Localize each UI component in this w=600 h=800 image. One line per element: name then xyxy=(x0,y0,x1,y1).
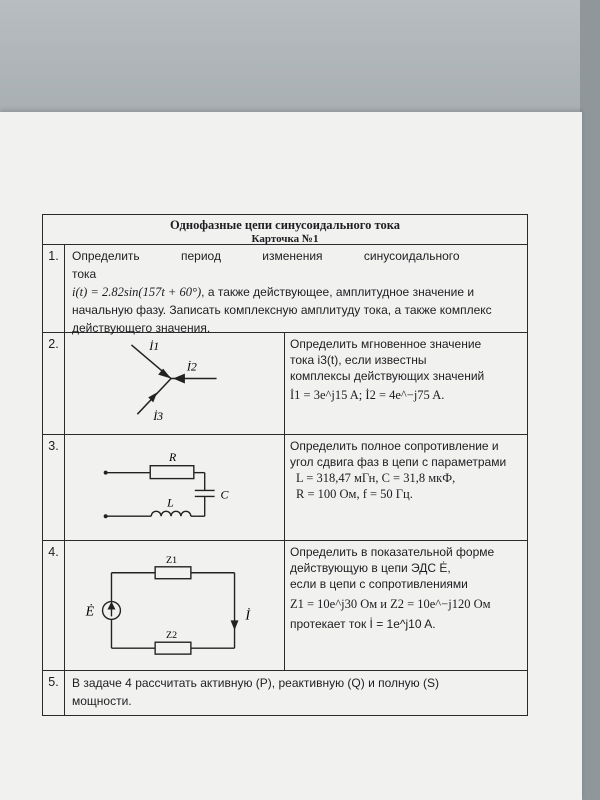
task-line: действующую в цепи ЭДС Ė, xyxy=(290,561,451,575)
task-text xyxy=(290,544,522,632)
emf-circuit-diagram xyxy=(65,541,284,670)
task-text xyxy=(290,336,522,403)
impedance-z1-icon xyxy=(155,567,191,579)
impedance-z2-icon xyxy=(155,642,191,654)
card-header xyxy=(43,215,527,245)
task-given-values: İ1 = 3e^j15 A; İ2 = 4e^−j75 A. xyxy=(290,388,445,402)
task-given-values: Z1 = 10e^j30 Ом и Z2 = 10e^−j120 Ом xyxy=(290,597,491,611)
task-line: тока i3(t), если известны xyxy=(290,353,427,367)
task-row-5 xyxy=(43,671,527,715)
task-line: Определить мгновенное значение xyxy=(290,337,482,351)
task-line-3: начальную фазу. Записать комплексную амплитуду тока, а также комплекс xyxy=(72,303,492,317)
label-c: C xyxy=(220,487,229,502)
task-line-4: действующего значения. xyxy=(72,321,211,335)
task-row-4 xyxy=(43,541,527,671)
inductor-icon xyxy=(151,511,191,516)
label-i3: İ3 xyxy=(153,409,164,424)
task-line: В задаче 4 рассчитать активную (P), реактивную (Q) и полную (S) xyxy=(72,676,439,690)
label-z1: Z1 xyxy=(166,554,178,566)
task-text xyxy=(72,247,524,337)
label-r: R xyxy=(169,449,177,464)
terminal-icon xyxy=(104,471,108,475)
label-i: İ xyxy=(245,608,251,624)
node-diagram xyxy=(65,333,284,434)
task-text xyxy=(72,674,524,710)
label-l: L xyxy=(167,495,174,510)
task-given-values: L = 318,47 мГн, C = 31,8 мкФ, xyxy=(296,471,456,485)
task-line: Определить полное сопротивление и xyxy=(290,439,499,453)
task-line: комплексы действующих значений xyxy=(290,369,485,383)
task-number: 5. xyxy=(43,671,65,715)
task-line-2-rest: , а также действующее, амплитудное значение и xyxy=(201,285,475,299)
task-line: угол сдвига фаз в цепи с параметрами xyxy=(290,455,507,469)
label-i2: İ2 xyxy=(186,359,197,374)
emf-arrow-icon xyxy=(108,602,116,610)
task-number: 2. xyxy=(43,333,65,434)
card-subtitle: Карточка №1 xyxy=(251,233,319,245)
task-number: 1. xyxy=(43,245,65,332)
task-line: Определить в показательной форме xyxy=(290,545,495,559)
task-row-2 xyxy=(43,333,527,435)
task-row-1 xyxy=(43,245,527,333)
current-formula: i(t) = 2.82sin(157t + 60°) xyxy=(72,285,202,299)
task-line-1 xyxy=(72,247,524,283)
current-arrow-icon xyxy=(231,620,239,630)
task-number: 4. xyxy=(43,541,65,670)
rlc-circuit-diagram xyxy=(65,435,284,540)
background-top xyxy=(0,0,600,115)
emf-circuit-svg xyxy=(65,541,284,670)
task-number: 3. xyxy=(43,435,65,540)
label-i1: İ1 xyxy=(149,338,160,353)
card-title: Однофазные цепи синусоидального тока xyxy=(170,218,400,232)
task-line: если в цепи с сопротивлениями xyxy=(290,577,468,591)
node-diagram-svg xyxy=(65,333,284,434)
task-line-2 xyxy=(72,283,524,301)
background-right xyxy=(580,0,600,800)
label-e: Ė xyxy=(85,604,95,620)
task-line: протекает ток İ = 1e^j10 A. xyxy=(290,617,436,631)
rlc-circuit-svg xyxy=(65,435,284,540)
task-line-1-text: Определить период изменения синусоидального тока xyxy=(72,249,460,281)
resistor-icon xyxy=(150,466,194,479)
task-text xyxy=(290,438,522,502)
column-divider xyxy=(284,541,285,670)
column-divider xyxy=(284,435,285,540)
label-z2: Z2 xyxy=(166,630,178,642)
arrow-i2-icon xyxy=(173,374,185,384)
column-divider xyxy=(284,333,285,434)
terminal-icon xyxy=(104,514,108,518)
task-card-table xyxy=(42,214,528,716)
task-given-values: R = 100 Ом, f = 50 Гц. xyxy=(296,487,413,501)
task-row-3 xyxy=(43,435,527,541)
task-line: мощности. xyxy=(72,694,132,708)
